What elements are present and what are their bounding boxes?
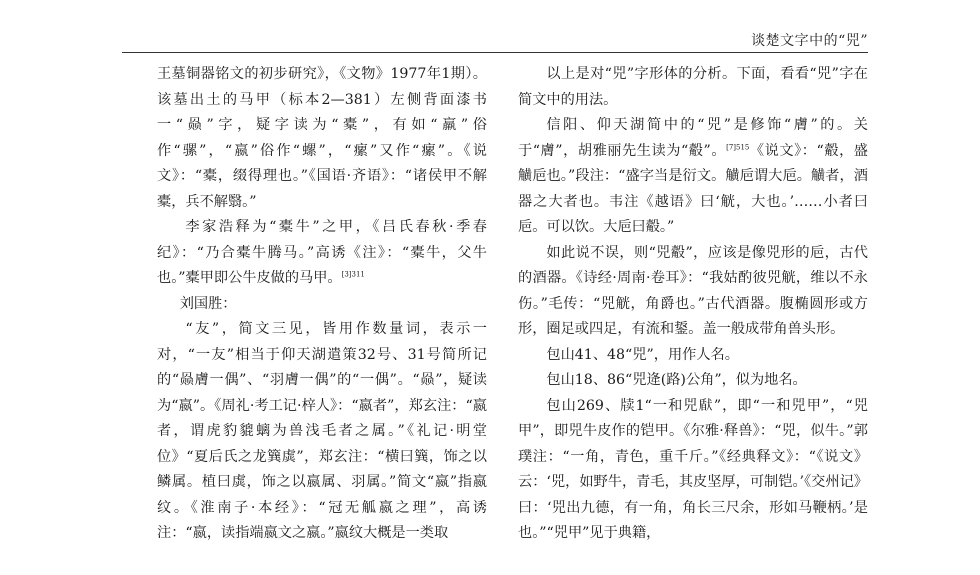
right-paragraph-4: 包山41、48“兕”，用作人名。 (546, 346, 739, 363)
left-paragraph-3: 刘国胜： (179, 295, 237, 312)
header-rule (122, 52, 868, 53)
right-reference-7: [7]515 (726, 142, 750, 151)
right-paragraph-2 (518, 113, 868, 241)
running-head: 谈楚文字中的“兕” (751, 33, 868, 49)
left-reference-3: [3]311 (341, 270, 365, 279)
right-paragraph-3: 如此说不误，则“兕觳”，应该是像兕形的巵，古代的酒器。《诗经·周南·卷耳》：“我姑酌彼兕觥，维以不永伤。”毛传：“兕觥，角爵也。”古代酒器。腹椭圆形或方形，圈足或四足，有流和鋬。盖一般成带角兽头形。 (518, 244, 868, 337)
right-paragraph-2b: 《说文》：“觳，盛觵巵也。”段注：“盛字当是衍文。觵巵谓大巵。觵者，酒器之大者也。韦注《越语》曰‘觥，大也。’……小者曰巵。可以饮。大巵曰觳。” (518, 142, 868, 235)
right-column (518, 62, 868, 547)
left-paragraph-2 (157, 215, 487, 292)
left-paragraph-4: “友”，简文三见，皆用作数量词，表示一对，“一友”相当于仰天湖遣策32号、31号简所记的“赑膚一偶”、“羽膚一偶”的“一偶”。“赑”，疑读为“嬴”。《周礼·考工记·梓人》：“嬴者”，郑玄注：“嬴者，谓虎豹貔螭为兽浅毛者之属。”《礼记·明堂位》“夏后氏之龙簨虡”，郑玄注：“横曰簨，饰之以鳞属。植曰虡，饰之以嬴属、羽属。”简文“嬴”指嬴纹。《淮南子·本经》：“冠无觚嬴之理”，高诱注：“嬴，读指端嬴文之嬴。”嬴纹大概是一类取 (157, 321, 487, 541)
right-paragraph-1: 以上是对“兕”字形体的分析。下面，看看“兕”字在简文中的用法。 (518, 66, 868, 108)
right-paragraph-5: 包山18、86“兕逄(路)公角”，似为地名。 (546, 372, 807, 388)
right-paragraph-6: 包山269、牍1“一和兕𤟢”，即“一和兕甲”，“兕甲”，即兕牛皮作的铠甲。《尔雅·释兽》：“兕，似牛。”郭璞注：“一角，青色，重千斤。”《经典释文》：“《说文》云：‘兕，如野牛，青毛，其皮坚厚，可制铠。’《交州记》曰：‘兕出九德，有一角，角长三尺余，形如马鞭柄。’是也。”“兕甲”见于典籍， (518, 397, 868, 541)
left-paragraph-2-text: 李家浩释为“橐牛”之甲，《吕氏春秋·季春纪》：“乃合橐牛腾马。”高诱《注》：“橐牛，父牛也。”橐甲即公牛皮做的马甲。 (157, 219, 487, 286)
right-paragraph-2a: 信阳、仰天湖简中的“兕”是修饰“膚”的。关于“膚”，胡雅丽先生读为“觳”。 (518, 117, 868, 159)
left-paragraph-1: 王墓铜器铭文的初步研究》，《文物》1977年1期）。该墓出土的马甲（标本2—381）左侧背面漆书一“赑”字，疑字读为“橐”，有如“羸”俗作“骡”，“嬴”俗作“螺”，“瘰”又作“瘰”。《说文》：“橐，缀得理也。”《国语·齐语》：“诸侯甲不解橐，兵不解翳。” (157, 66, 487, 210)
left-column (157, 62, 487, 547)
